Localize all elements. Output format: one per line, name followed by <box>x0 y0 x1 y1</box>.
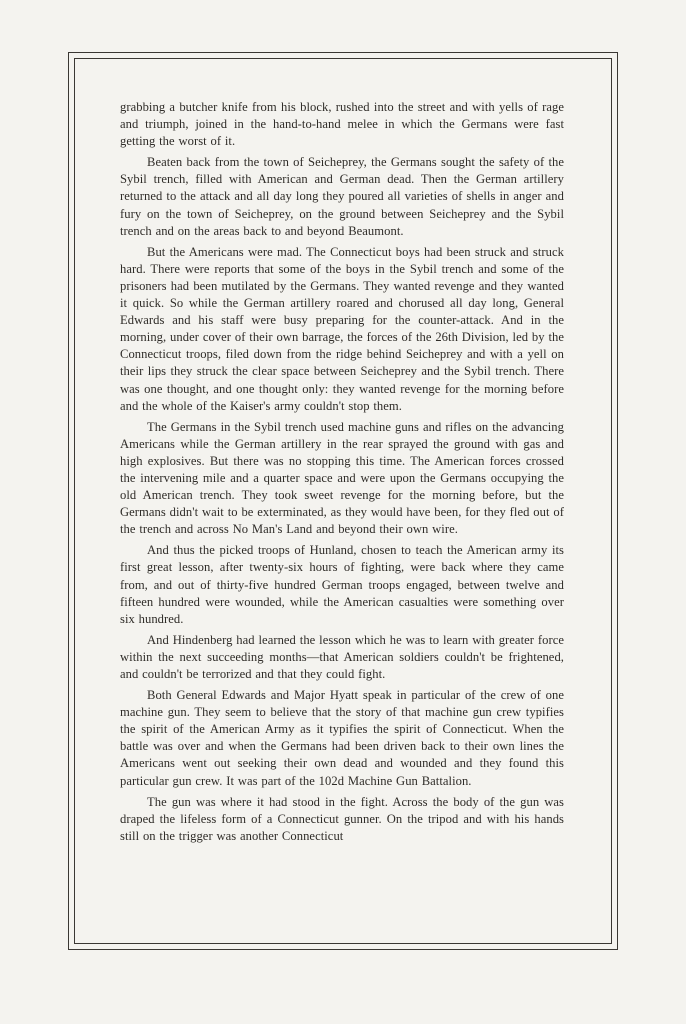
paragraph: And Hindenberg had learned the lesson which he was to learn with greater force within the next succeeding months—that American soldiers couldn't be frightened, and couldn't be terrorized and that they could fight. <box>120 632 564 681</box>
paragraph: The Germans in the Sybil trench used machine guns and rifles on the advancing Americans while the German artillery in the rear sprayed the ground with gas and high explosives. But there was no stopping this time. The American forces crossed the intervening mile and a quarter space and were upon the Germans occupying the old American trench. They took sweet revenge for the morning before, but the Germans didn't wait to be exterminated, as they would have been, for they fled out of the trench and across No Man's Land and beyond their own wire. <box>120 419 564 537</box>
paragraph: Both General Edwards and Major Hyatt speak in particular of the crew of one machine gun. They seem to believe that the story of that machine gun crew typifies the spirit of the American Army as it typifies the spirit of Connecticut. When the battle was over and when the Germans had been driven back to their own lines the Americans went out seeking their own dead and wounded and they found this particular gun crew. It was part of the 102d Machine Gun Battalion. <box>120 688 564 788</box>
paragraph: The gun was where it had stood in the fight. Across the body of the gun was draped the lifeless form of a Connecticut gunner. On the tripod and with his hands still on the trigger was another Connecticut <box>120 794 564 843</box>
paragraph: But the Americans were mad. The Connecticut boys had been struck and struck hard. There were reports that some of the boys in the Sybil trench and some of the prisoners had been mutilated by the Germans. They wanted revenge and they wanted it quick. So while the German artillery roared and chorused all day long, General Edwards and his staff were busy preparing for the counter-attack. And in the morning, under cover of their own barrage, the forces of the 26th Division, led by the Connecticut troops, filed down from the ridge behind Seicheprey and with a yell on their lips they struck the clear space between Seicheprey and the Sybil trench. There was one thought, and one thought only: they wanted revenge for the morning before and the whole of the Kaiser's army couldn't stop them. <box>120 244 564 413</box>
paragraph: Beaten back from the town of Seicheprey, the Germans sought the safety of the Sybil trench, filled with American and German dead. Then the German artillery returned to the attack and all day long they poured all varieties of shells in anger and fury on the town of Seicheprey, on the ground between Seicheprey and the Sybil trench and on the areas back to and beyond Beaumont. <box>120 155 564 238</box>
body-text <box>120 99 564 849</box>
paragraph: And thus the picked troops of Hunland, chosen to teach the American army its first great lesson, after twenty-six hours of fighting, were back where they came from, and out of thirty-five hundred German troops engaged, between twelve and fifteen hundred were wounded, while the American casualties were something over six hundred. <box>120 543 564 626</box>
paragraph: grabbing a butcher knife from his block, rushed into the street and with yells of rage and triumph, joined in the hand-to-hand melee in which the Germans were fast getting the worst of it. <box>120 100 564 149</box>
